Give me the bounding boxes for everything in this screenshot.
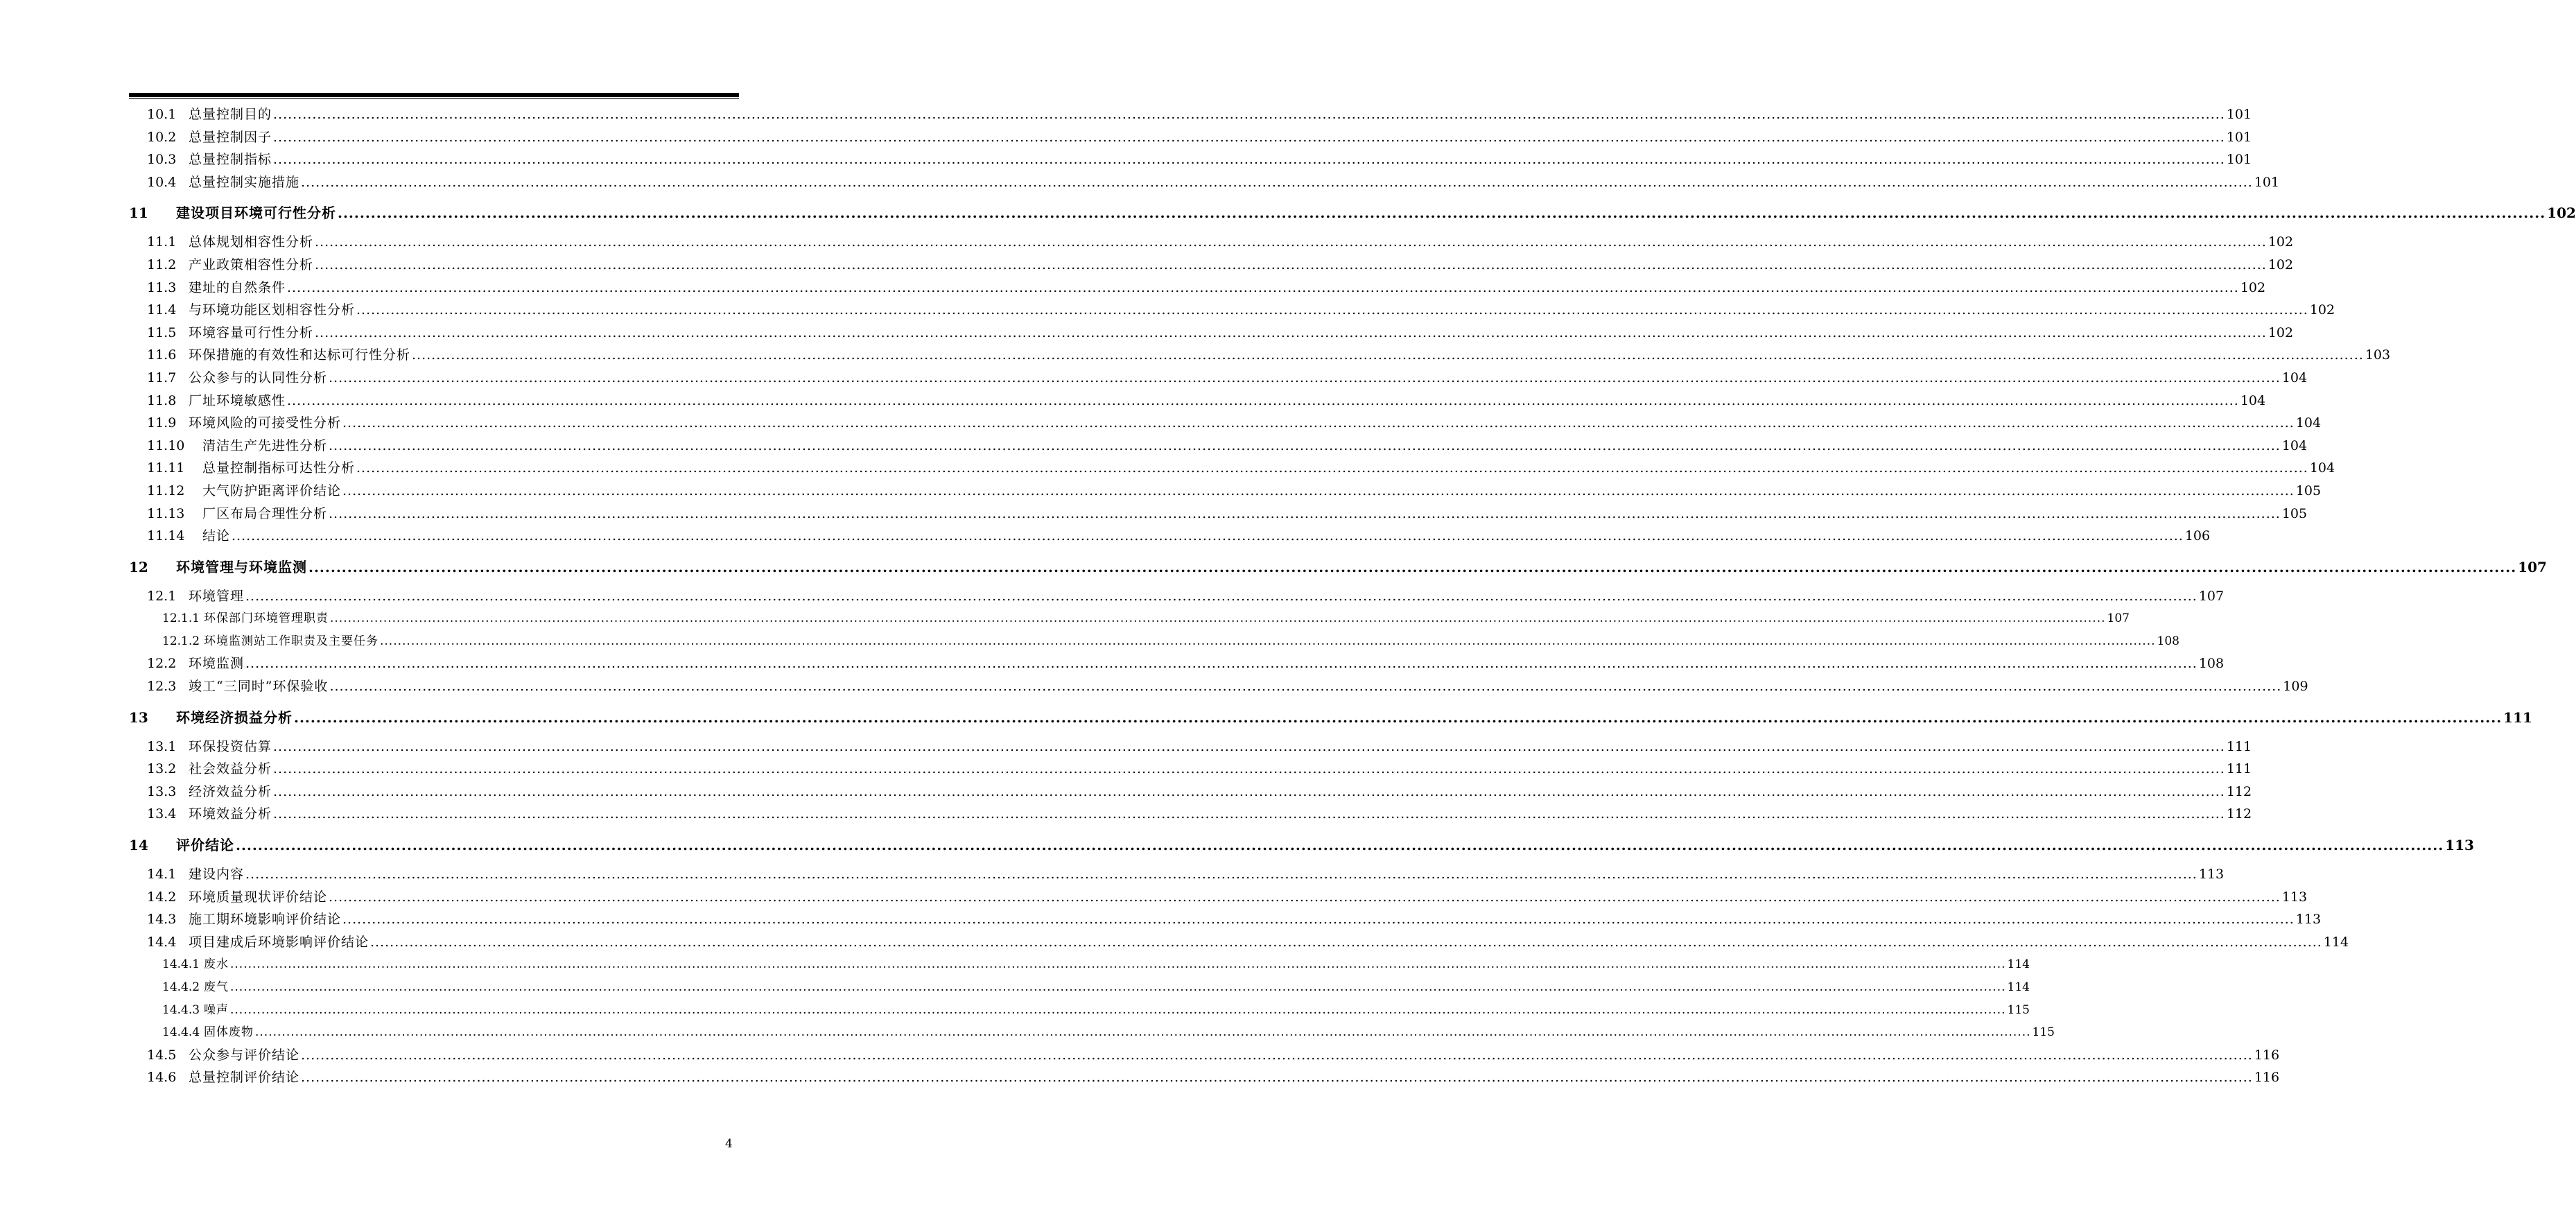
page-number: 4 — [725, 1137, 733, 1151]
toc-dot-leader: ................................................................................................................................................................................................................................................................................................................................................................................................................ — [255, 1025, 2031, 1040]
toc-entry-page: 101 — [2254, 174, 2280, 190]
toc-entry-number: 12.1 — [147, 588, 177, 604]
toc-dot-leader: ................................................................................................................................................................................................................................................................................................................................................................................................................ — [245, 588, 2198, 604]
toc-entry[interactable] — [129, 1045, 2280, 1068]
toc-dot-leader: ................................................................................................................................................................................................................................................................................................................................................................................................................ — [329, 679, 2282, 695]
toc-entry-title: 环境经济损益分析 — [176, 709, 293, 726]
toc-entry-page: 111 — [2226, 761, 2252, 777]
toc-entry-number: 10.4 — [147, 174, 177, 190]
toc-entry-title: 环保投资估算 — [189, 738, 272, 754]
toc-dot-leader: ................................................................................................................................................................................................................................................................................................................................................................................................................ — [315, 257, 2267, 272]
toc-entry-number: 11.1 — [147, 234, 177, 250]
toc-dot-leader: ................................................................................................................................................................................................................................................................................................................................................................................................................ — [273, 107, 2225, 122]
toc-entry-title: 建设内容 — [189, 867, 245, 883]
toc-entry-page: 113 — [2281, 889, 2308, 905]
toc-entry-title: 环境管理 — [189, 588, 245, 604]
toc-entry-page: 108 — [2198, 656, 2225, 672]
toc-dot-leader: ................................................................................................................................................................................................................................................................................................................................................................................................................ — [273, 152, 2225, 168]
toc-dot-leader: ................................................................................................................................................................................................................................................................................................................................................................................................................ — [294, 709, 2503, 726]
toc-entry-title: 社会效益分析 — [189, 761, 272, 777]
toc-entry[interactable] — [129, 254, 2294, 277]
toc-entry-page: 116 — [2254, 1047, 2280, 1063]
toc-entry[interactable] — [129, 149, 2252, 172]
toc-dot-leader: ................................................................................................................................................................................................................................................................................................................................................................................................................ — [315, 324, 2267, 340]
toc-entry-title: 噪声 — [204, 1002, 229, 1017]
toc-entry-title: 环境监测站工作职责及主要任务 — [204, 634, 378, 648]
toc-entry-number: 10.1 — [147, 107, 177, 122]
toc-entry-number: 10.3 — [147, 152, 177, 168]
toc-dot-leader: ................................................................................................................................................................................................................................................................................................................................................................................................................ — [245, 656, 2198, 672]
toc-entry[interactable] — [129, 435, 2308, 458]
toc-dot-leader: ................................................................................................................................................................................................................................................................................................................................................................................................................ — [230, 980, 2006, 994]
toc-entry-page: 101 — [2226, 152, 2252, 168]
toc-entry[interactable] — [129, 887, 2308, 910]
toc-dot-leader: ................................................................................................................................................................................................................................................................................................................................................................................................................ — [356, 302, 2308, 318]
toc-entry-page: 101 — [2226, 129, 2252, 145]
toc-entry-page: 113 — [2295, 912, 2322, 928]
toc-dot-leader: ................................................................................................................................................................................................................................................................................................................................................................................................................ — [329, 370, 2281, 385]
toc-entry[interactable] — [129, 586, 2225, 609]
toc-entry[interactable] — [129, 736, 2252, 759]
toc-entry[interactable] — [129, 277, 2266, 300]
toc-entry[interactable] — [129, 367, 2308, 390]
toc-entry[interactable] — [129, 954, 2030, 977]
toc-entry-title: 环保措施的有效性和达标可行性分析 — [189, 347, 411, 363]
toc-entry-number: 11.5 — [147, 324, 177, 340]
toc-entry-title: 项目建成后环境影响评价结论 — [189, 934, 369, 950]
toc-dot-leader: ................................................................................................................................................................................................................................................................................................................................................................................................................ — [412, 347, 2364, 363]
toc-dot-leader: ................................................................................................................................................................................................................................................................................................................................................................................................................ — [236, 837, 2444, 854]
toc-entry[interactable] — [129, 1022, 2055, 1045]
toc-entry-title: 环保部门环境管理职责 — [204, 611, 329, 626]
toc-entry-number: 14.6 — [147, 1070, 177, 1086]
toc-entry-number: 11.4 — [147, 302, 177, 318]
toc-entry-title: 建址的自然条件 — [189, 279, 286, 295]
toc-dot-leader: ................................................................................................................................................................................................................................................................................................................................................................................................................ — [301, 1070, 2253, 1086]
toc-dot-leader: ................................................................................................................................................................................................................................................................................................................................................................................................................ — [370, 934, 2322, 950]
toc-entry-number: 11.9 — [147, 415, 177, 431]
toc-dot-leader: ................................................................................................................................................................................................................................................................................................................................................................................................................ — [342, 483, 2295, 498]
toc-dot-leader: ................................................................................................................................................................................................................................................................................................................................................................................................................ — [273, 129, 2225, 145]
toc-entry-title: 总体规划相容性分析 — [189, 234, 314, 250]
toc-entry-title: 大气防护距离评价结论 — [202, 483, 342, 498]
toc-entry-number: 14.4.2 — [162, 980, 200, 994]
toc-entry-page: 112 — [2226, 783, 2252, 799]
toc-dot-leader: ................................................................................................................................................................................................................................................................................................................................................................................................................ — [273, 738, 2225, 754]
toc-entry-page: 113 — [2198, 867, 2225, 883]
toc-entry-number: 11.6 — [147, 347, 177, 363]
toc-entry[interactable] — [129, 864, 2225, 887]
toc-entry-number: 11 — [129, 205, 148, 222]
table-of-contents — [129, 104, 2576, 1090]
toc-entry-page: 102 — [2268, 234, 2294, 250]
toc-entry[interactable] — [129, 322, 2294, 345]
toc-entry[interactable] — [129, 345, 2391, 367]
toc-entry[interactable] — [129, 932, 2349, 955]
toc-entry-page: 111 — [2503, 709, 2532, 726]
toc-entry-number: 14.5 — [147, 1047, 177, 1063]
toc-entry-number: 11.13 — [147, 505, 185, 521]
toc-entry-page: 102 — [2268, 324, 2294, 340]
toc-entry-number: 14.4 — [147, 934, 177, 950]
toc-entry-page: 105 — [2295, 483, 2322, 498]
toc-dot-leader: ................................................................................................................................................................................................................................................................................................................................................................................................................ — [287, 279, 2239, 295]
toc-entry-page: 109 — [2283, 679, 2308, 695]
toc-dot-leader: ................................................................................................................................................................................................................................................................................................................................................................................................................ — [273, 783, 2225, 799]
toc-entry-title: 经济效益分析 — [189, 783, 272, 799]
toc-entry-page: 111 — [2226, 738, 2252, 754]
toc-entry[interactable] — [129, 172, 2280, 195]
toc-entry[interactable] — [129, 653, 2225, 676]
toc-entry-title: 总量控制实施措施 — [189, 174, 300, 190]
toc-entry-title: 建设项目环境可行性分析 — [176, 205, 336, 222]
toc-entry[interactable] — [129, 299, 2335, 322]
toc-entry[interactable] — [129, 676, 2308, 699]
toc-dot-leader: ................................................................................................................................................................................................................................................................................................................................................................................................................ — [245, 867, 2198, 883]
toc-entry-number: 14.4.3 — [162, 1002, 200, 1017]
toc-entry-title: 固体废物 — [204, 1025, 254, 1040]
toc-dot-leader: ................................................................................................................................................................................................................................................................................................................................................................................................................ — [308, 558, 2517, 575]
toc-entry-page: 113 — [2445, 837, 2474, 854]
toc-entry[interactable] — [129, 804, 2252, 826]
toc-entry-title: 总量控制评价结论 — [189, 1070, 300, 1086]
toc-dot-leader: ................................................................................................................................................................................................................................................................................................................................................................................................................ — [301, 174, 2253, 190]
toc-dot-leader: ................................................................................................................................................................................................................................................................................................................................................................................................................ — [338, 205, 2546, 222]
toc-entry-number: 12 — [129, 558, 148, 575]
toc-entry[interactable] — [129, 390, 2266, 413]
toc-entry-number: 11.10 — [147, 437, 185, 453]
toc-entry-number: 13.3 — [147, 783, 177, 799]
toc-entry-title: 施工期环境影响评价结论 — [189, 912, 342, 928]
toc-entry-number: 12.1.2 — [162, 634, 200, 648]
toc-entry-page: 107 — [2198, 588, 2225, 604]
toc-entry-page: 102 — [2268, 257, 2294, 272]
toc-entry-title: 环境质量现状评价结论 — [189, 889, 328, 905]
toc-entry[interactable] — [129, 706, 2532, 730]
toc-dot-leader: ................................................................................................................................................................................................................................................................................................................................................................................................................ — [342, 415, 2295, 431]
toc-entry-page: 112 — [2226, 806, 2252, 822]
toc-entry-number: 14.4.1 — [162, 957, 200, 972]
toc-entry-title: 总量控制指标可达性分析 — [202, 460, 356, 476]
toc-entry-title: 总量控制目的 — [189, 107, 272, 122]
header-rule-thin — [129, 98, 739, 99]
toc-entry[interactable] — [129, 412, 2322, 435]
toc-entry-page: 104 — [2281, 437, 2308, 453]
toc-entry[interactable] — [129, 127, 2252, 150]
toc-entry-title: 评价结论 — [176, 837, 234, 854]
toc-entry[interactable] — [129, 909, 2322, 932]
toc-entry[interactable] — [129, 834, 2474, 858]
toc-entry-title: 总量控制因子 — [189, 129, 272, 145]
toc-entry-title: 总量控制指标 — [189, 152, 272, 168]
toc-entry-title: 公众参与的认同性分析 — [189, 370, 328, 385]
toc-entry[interactable] — [129, 202, 2576, 225]
toc-entry-number: 12.1.1 — [162, 611, 200, 626]
toc-entry-number: 13.4 — [147, 806, 177, 822]
toc-entry[interactable] — [129, 608, 2130, 631]
toc-entry-page: 105 — [2281, 505, 2308, 521]
toc-entry[interactable] — [129, 1067, 2280, 1090]
toc-entry-number: 11.11 — [147, 460, 185, 476]
toc-entry-number: 10.2 — [147, 129, 177, 145]
toc-entry-number: 11.12 — [147, 483, 185, 498]
toc-entry-page: 104 — [2309, 460, 2335, 476]
toc-entry-page: 102 — [2240, 279, 2266, 295]
toc-entry-title: 环境风险的可接受性分析 — [189, 415, 342, 431]
toc-entry-title: 废气 — [204, 980, 229, 994]
toc-dot-leader: ................................................................................................................................................................................................................................................................................................................................................................................................................ — [329, 889, 2281, 905]
toc-entry-number: 14.1 — [147, 867, 177, 883]
toc-entry[interactable] — [129, 631, 2179, 654]
toc-entry-page: 101 — [2226, 107, 2252, 122]
toc-entry-number: 13.1 — [147, 738, 177, 754]
toc-entry[interactable] — [129, 526, 2211, 548]
toc-entry-title: 结论 — [202, 528, 231, 544]
toc-dot-leader: ................................................................................................................................................................................................................................................................................................................................................................................................................ — [273, 761, 2225, 777]
toc-entry-number: 14.4.4 — [162, 1025, 200, 1040]
toc-entry[interactable] — [129, 458, 2335, 480]
toc-entry-page: 107 — [2518, 558, 2547, 575]
toc-entry-title: 产业政策相容性分析 — [189, 257, 314, 272]
toc-entry-number: 11.14 — [147, 528, 185, 544]
toc-entry-title: 清洁生产先进性分析 — [202, 437, 328, 453]
toc-entry-title: 厂区布局合理性分析 — [202, 505, 328, 521]
toc-entry-title: 与环境功能区划相容性分析 — [189, 302, 356, 318]
toc-entry[interactable] — [129, 1000, 2030, 1023]
toc-entry-title: 厂址环境敏感性 — [189, 392, 286, 408]
toc-entry-number: 14 — [129, 837, 148, 854]
toc-entry-number: 13 — [129, 709, 148, 726]
toc-entry-page: 116 — [2254, 1070, 2280, 1086]
toc-entry-number: 11.2 — [147, 257, 177, 272]
toc-entry[interactable] — [129, 480, 2322, 503]
toc-dot-leader: ................................................................................................................................................................................................................................................................................................................................................................................................................ — [329, 437, 2281, 453]
toc-entry-number: 14.2 — [147, 889, 177, 905]
toc-entry-number: 12.2 — [147, 656, 177, 672]
toc-dot-leader: ................................................................................................................................................................................................................................................................................................................................................................................................................ — [287, 392, 2239, 408]
toc-entry[interactable] — [129, 758, 2252, 781]
toc-entry-page: 115 — [2032, 1025, 2055, 1040]
toc-entry[interactable] — [129, 503, 2308, 526]
toc-entry-number: 13.2 — [147, 761, 177, 777]
toc-entry-page: 103 — [2365, 347, 2391, 363]
toc-dot-leader: ................................................................................................................................................................................................................................................................................................................................................................................................................ — [273, 806, 2225, 822]
toc-entry-number: 11.7 — [147, 370, 177, 385]
toc-dot-leader: ................................................................................................................................................................................................................................................................................................................................................................................................................ — [380, 634, 2156, 648]
toc-entry-page: 114 — [2007, 980, 2030, 994]
toc-entry-page: 102 — [2547, 205, 2576, 222]
toc-dot-leader: ................................................................................................................................................................................................................................................................................................................................................................................................................ — [342, 912, 2295, 928]
toc-entry-number: 12.3 — [147, 679, 177, 695]
toc-dot-leader: ................................................................................................................................................................................................................................................................................................................................................................................................................ — [301, 1047, 2253, 1063]
toc-entry-page: 104 — [2281, 370, 2308, 385]
toc-entry[interactable] — [129, 781, 2252, 804]
toc-entry-page: 108 — [2157, 634, 2179, 648]
toc-dot-leader: ................................................................................................................................................................................................................................................................................................................................................................................................................ — [330, 611, 2106, 626]
toc-dot-leader: ................................................................................................................................................................................................................................................................................................................................................................................................................ — [329, 505, 2281, 521]
toc-entry-page: 115 — [2007, 1002, 2030, 1017]
toc-dot-leader: ................................................................................................................................................................................................................................................................................................................................................................................................................ — [356, 460, 2308, 476]
toc-entry-page: 102 — [2309, 302, 2335, 318]
toc-entry-number: 14.3 — [147, 912, 177, 928]
toc-dot-leader: ................................................................................................................................................................................................................................................................................................................................................................................................................ — [230, 957, 2006, 972]
toc-entry-title: 环境容量可行性分析 — [189, 324, 314, 340]
toc-entry[interactable] — [129, 232, 2294, 254]
toc-entry[interactable] — [129, 556, 2547, 580]
toc-entry-page: 106 — [2184, 528, 2211, 544]
toc-dot-leader: ................................................................................................................................................................................................................................................................................................................................................................................................................ — [232, 528, 2184, 544]
toc-entry-number: 11.3 — [147, 279, 177, 295]
toc-dot-leader: ................................................................................................................................................................................................................................................................................................................................................................................................................ — [315, 234, 2267, 250]
toc-entry-title: 废水 — [204, 957, 229, 972]
toc-entry[interactable] — [129, 104, 2252, 127]
toc-entry-title: 环境效益分析 — [189, 806, 272, 822]
toc-entry-title: 竣工“三同时”环保验收 — [189, 679, 329, 695]
toc-entry-page: 104 — [2240, 392, 2266, 408]
toc-entry-title: 环境管理与环境监测 — [176, 558, 307, 575]
toc-entry[interactable] — [129, 977, 2030, 1000]
header-rule-thick — [129, 93, 739, 97]
toc-entry-page: 104 — [2295, 415, 2322, 431]
toc-entry-page: 114 — [2007, 957, 2030, 972]
toc-dot-leader: ................................................................................................................................................................................................................................................................................................................................................................................................................ — [230, 1002, 2006, 1017]
toc-entry-page: 114 — [2323, 934, 2349, 950]
toc-entry-title: 环境监测 — [189, 656, 245, 672]
toc-entry-page: 107 — [2107, 611, 2130, 626]
toc-entry-title: 公众参与评价结论 — [189, 1047, 300, 1063]
toc-entry-number: 11.8 — [147, 392, 177, 408]
